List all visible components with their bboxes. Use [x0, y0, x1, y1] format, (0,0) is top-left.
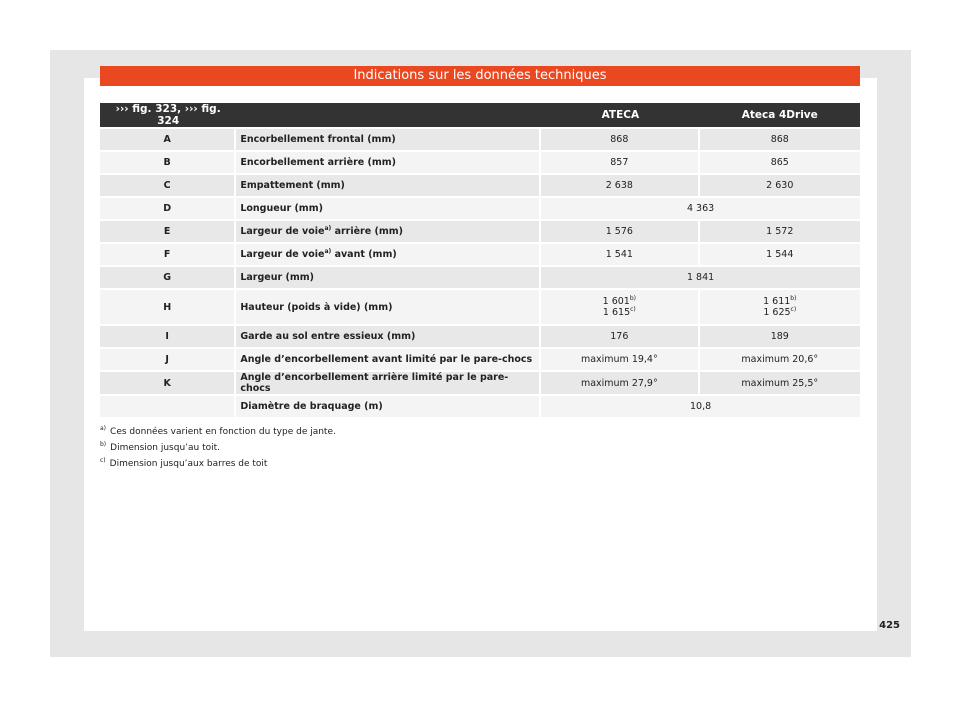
- table-row: [100, 267, 860, 288]
- table-row: [100, 198, 860, 219]
- row-label: Angle d’encorbellement avant limité par le pare-chocs: [236, 349, 541, 370]
- row-value-ateca: 1 576: [541, 221, 699, 242]
- row-label: Diamètre de braquage (m): [236, 396, 541, 417]
- row-label: Largeur (mm): [236, 267, 541, 288]
- table-row: [100, 290, 860, 324]
- row-value-ateca-4drive: 1 572: [700, 221, 860, 242]
- table-row: [100, 221, 860, 242]
- row-label: Hauteur (poids à vide) (mm): [236, 290, 541, 324]
- row-value-ateca-4drive: 2 630: [700, 175, 860, 196]
- footnote-ref: a): [324, 248, 332, 255]
- header-blank: [236, 103, 541, 127]
- row-label: Garde au sol entre essieux (mm): [236, 326, 541, 347]
- row-label: Largeur de voie$^{a)}$ avant (mm): [236, 244, 541, 265]
- row-code: F: [100, 244, 236, 265]
- row-value-ateca: 176: [541, 326, 699, 347]
- row-label: Angle d’encorbellement arrière limité par le pare-chocs: [236, 372, 541, 394]
- footnote: $^{a)}$ Ces données varient en fonction du type de jante.: [100, 425, 336, 437]
- header-ateca-4drive: Ateca 4Drive: [700, 103, 860, 127]
- footnote-ref: a): [324, 225, 332, 232]
- row-value-ateca-4drive: 868: [700, 129, 860, 150]
- row-value-ateca-4drive: 1 611$^{b)}$ 1 625$^{c)}$: [700, 290, 860, 324]
- technical-data-table: [100, 101, 860, 419]
- row-code: E: [100, 221, 236, 242]
- row-code: K: [100, 372, 236, 394]
- section-title: Indications sur les données techniques: [100, 66, 860, 86]
- row-code: G: [100, 267, 236, 288]
- header-ateca: ATECA: [541, 103, 699, 127]
- row-code: I: [100, 326, 236, 347]
- row-value-ateca-4drive: maximum 20,6°: [700, 349, 860, 370]
- row-code: J: [100, 349, 236, 370]
- row-code: A: [100, 129, 236, 150]
- row-code: C: [100, 175, 236, 196]
- row-value-ateca-4drive: 189: [700, 326, 860, 347]
- page-number: 425: [879, 620, 900, 631]
- row-value-shared: 10,8: [541, 396, 860, 417]
- row-code: B: [100, 152, 236, 173]
- row-value-ateca: 1 541: [541, 244, 699, 265]
- table-row: [100, 372, 860, 394]
- row-value-ateca-4drive: maximum 25,5°: [700, 372, 860, 394]
- row-code: H: [100, 290, 236, 324]
- row-code: [100, 396, 236, 417]
- footnote-ref: b): [790, 295, 797, 302]
- table-row: [100, 349, 860, 370]
- row-value-shared: 1 841: [541, 267, 860, 288]
- row-value-ateca: 868: [541, 129, 699, 150]
- row-label: Largeur de voie$^{a)}$ arrière (mm): [236, 221, 541, 242]
- table-row: [100, 175, 860, 196]
- table-row: [100, 396, 860, 417]
- table-row: [100, 244, 860, 265]
- header-figure-reference[interactable]: ››› fig. 323, ››› fig. 324: [100, 103, 236, 127]
- table-row: [100, 326, 860, 347]
- row-label: Encorbellement arrière (mm): [236, 152, 541, 173]
- row-value-ateca: 2 638: [541, 175, 699, 196]
- row-label: Longueur (mm): [236, 198, 541, 219]
- row-label: Empattement (mm): [236, 175, 541, 196]
- table-row: [100, 152, 860, 173]
- row-value-ateca-4drive: 865: [700, 152, 860, 173]
- row-value-ateca: maximum 19,4°: [541, 349, 699, 370]
- footnote-ref: c): [630, 306, 636, 313]
- row-value-ateca-4drive: 1 544: [700, 244, 860, 265]
- footnotes: [100, 424, 860, 472]
- row-code: D: [100, 198, 236, 219]
- row-label: Encorbellement frontal (mm): [236, 129, 541, 150]
- row-value-ateca: maximum 27,9°: [541, 372, 699, 394]
- footnote-ref: c): [790, 306, 797, 313]
- row-value-shared: 4 363: [541, 198, 860, 219]
- footnote: $^{b)}$ Dimension jusqu’au toit.: [100, 441, 221, 453]
- footnote: $^{c)}$ Dimension jusqu’aux barres de toit: [100, 457, 268, 469]
- row-value-ateca: 1 601$^{b)}$ 1 615$^{c)}$: [541, 290, 699, 324]
- row-value-ateca: 857: [541, 152, 699, 173]
- table-header-row: [100, 103, 860, 127]
- table-row: [100, 129, 860, 150]
- footnote-ref: b): [629, 295, 637, 302]
